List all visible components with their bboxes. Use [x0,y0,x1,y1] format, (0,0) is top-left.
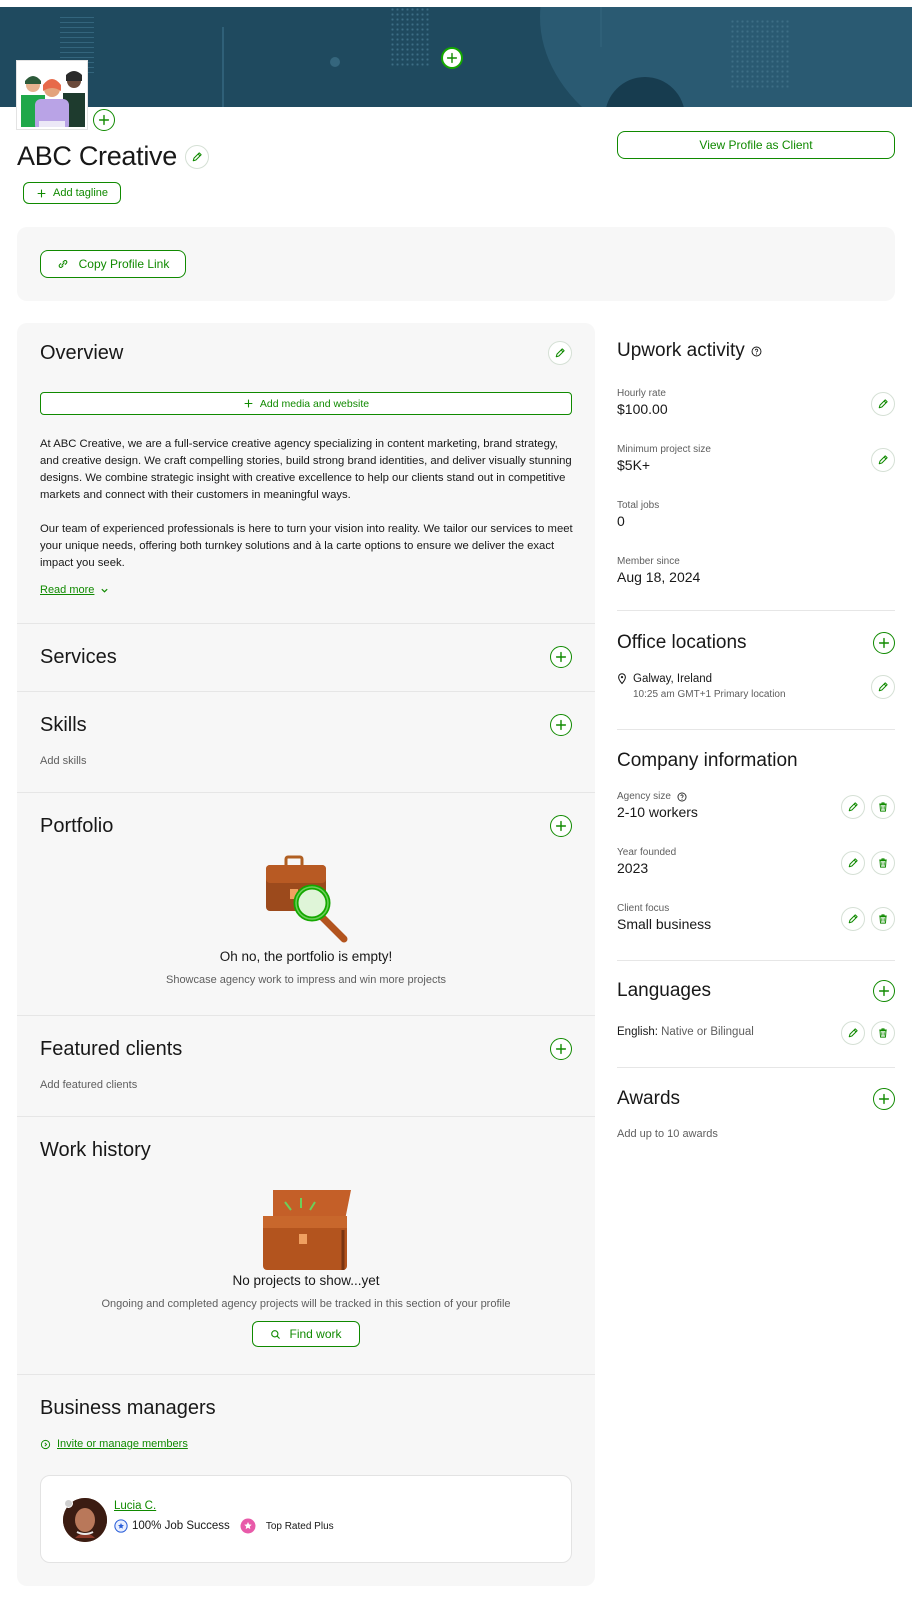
top-rated-plus-badge: Top Rated Plus [265,1520,334,1532]
plus-icon [554,718,568,732]
pencil-icon [847,1027,859,1039]
member-since-row [617,556,895,585]
divider [617,1067,895,1068]
featured-clients-title: Featured clients [40,1038,183,1060]
total-jobs-value: 0 [617,513,625,529]
year-founded-label: Year founded [617,847,677,858]
pencil-icon [847,857,859,869]
plus-icon [554,819,568,833]
client-focus-row [617,903,895,932]
office-location-row [617,673,895,700]
work-history-title: Work history [40,1139,151,1161]
arrow-circle-icon [40,1439,51,1450]
agency-size-row [617,791,895,820]
edit-min-project-button[interactable] [871,448,895,472]
pencil-icon [877,454,889,466]
add-cover-button[interactable] [441,47,463,69]
overview-title: Overview [40,342,124,364]
office-location-details: 10:25 am GMT+1 Primary location [633,689,786,700]
company-logo [17,61,87,129]
plus-icon [243,398,254,409]
copy-profile-link-button[interactable] [40,250,186,278]
overview-paragraph: At ABC Creative, we are a full-service creative agency specializing in content marketing, brand strategy, and creative design. We craft compelling stories, build strong brand identities, and deliver visually stunning designs. We combine strategic insight with creative excellence to help our clients stand out in competitive markets and connect with their customers in meaningful ways. [40,438,572,501]
read-more-label: Read more [40,584,95,596]
client-focus-label: Client focus [617,903,670,914]
member-since-value: Aug 18, 2024 [617,569,701,585]
edit-agency-size-button[interactable] [841,795,865,819]
hourly-rate-row [617,388,895,417]
divider [617,610,895,611]
featured-clients-section [17,1015,595,1116]
plus-icon [97,113,111,127]
total-jobs-row [617,500,895,529]
chevron-down-icon [100,586,109,595]
trash-icon [877,857,889,869]
briefcase-search-illustration [260,855,360,949]
edit-hourly-rate-button[interactable] [871,392,895,416]
add-media-label: Add media and website [259,397,370,410]
location-pin-icon [617,673,627,685]
overview-paragraph: Our team of experienced professionals is here to turn your vision into reality. We tailor our services to meet your unique needs, offering both turnkey solutions and à la carte options to ensure we deliver the exact impact you seek. [40,523,573,569]
languages-title: Languages [617,980,712,1001]
delete-client-focus-button[interactable] [871,907,895,931]
link-icon [57,258,69,270]
agency-size-label: Agency size [617,791,671,802]
work-history-empty-subtitle: Ongoing and completed agency projects will be tracked in this section of your profile [101,1298,511,1310]
upwork-activity-title: Upwork activity [617,340,745,361]
hourly-rate-label: Hourly rate [617,388,666,399]
plus-icon [554,1042,568,1056]
add-skills-placeholder: Add skills [40,755,87,767]
min-project-label: Minimum project size [617,444,711,455]
plus-icon [877,1092,891,1106]
edit-name-button[interactable] [185,145,209,169]
copy-profile-link-label: Copy Profile Link [78,257,170,271]
plus-icon [445,51,459,65]
add-portfolio-button[interactable] [550,815,572,837]
profile-main-card [17,323,595,1586]
open-briefcase-illustration [255,1180,355,1272]
view-profile-as-client-button[interactable]: View Profile as Client [617,131,895,159]
language-level: Native or Bilingual [661,1026,754,1038]
read-more-link[interactable] [40,584,109,596]
search-icon [270,1329,281,1340]
pencil-icon [877,681,889,693]
language-name: English [617,1026,655,1038]
trash-icon [877,801,889,813]
portfolio-section [17,792,595,1015]
find-work-label: Find work [289,1327,342,1341]
overview-text [40,436,575,572]
status-indicator [64,1499,73,1508]
pencil-icon [877,398,889,410]
office-locations-title: Office locations [617,632,747,653]
delete-language-button[interactable] [871,1021,895,1045]
add-office-button[interactable] [873,632,895,654]
agency-size-value: 2-10 workers [617,804,698,820]
services-title: Services [40,646,117,668]
add-logo-button[interactable] [93,109,115,131]
total-jobs-label: Total jobs [617,500,660,511]
manager-card [40,1475,572,1563]
copy-link-card [17,227,895,301]
add-award-button[interactable] [873,1088,895,1110]
work-history-section [17,1116,595,1374]
pencil-icon [554,347,566,359]
min-project-row [617,444,895,473]
manager-meta [114,1518,334,1534]
add-media-button[interactable] [40,392,572,415]
divider [617,729,895,730]
help-icon[interactable] [677,792,687,802]
delete-year-founded-button[interactable] [871,851,895,875]
skills-section [17,691,595,792]
portfolio-empty-title: Oh no, the portfolio is empty! [219,949,393,964]
plus-icon [554,650,568,664]
plus-icon [877,636,891,650]
year-founded-row [617,847,895,876]
client-focus-value: Small business [617,916,712,932]
hourly-rate-value: $100.00 [617,401,668,417]
edit-year-founded-button[interactable] [841,851,865,875]
pencil-icon [847,913,859,925]
delete-agency-size-button[interactable] [871,795,895,819]
add-featured-client-button[interactable] [550,1038,572,1060]
add-tagline-label: Add tagline [53,187,109,199]
job-success-icon [114,1519,128,1533]
portfolio-empty-subtitle: Showcase agency work to impress and win more projects [165,974,446,986]
portfolio-title: Portfolio [40,815,114,837]
agency-name: ABC Creative [17,141,177,171]
add-service-button[interactable] [550,646,572,668]
invite-members-link[interactable] [40,1438,188,1450]
job-success-text: 100% Job Success [132,1520,230,1532]
add-featured-clients-placeholder: Add featured clients [40,1079,138,1091]
awards-title: Awards [617,1088,681,1109]
edit-overview-button[interactable] [548,341,572,365]
plus-icon [877,984,891,998]
services-section [17,623,595,691]
manager-name-link[interactable]: Lucia C. [114,1500,157,1512]
divider [617,960,895,961]
company-info-title: Company information [617,750,798,771]
member-since-label: Member since [617,556,680,567]
add-tagline-button[interactable] [23,182,121,204]
year-founded-value: 2023 [617,860,649,876]
min-project-value: $5K+ [617,457,651,473]
trash-icon [877,913,889,925]
pencil-icon [847,801,859,813]
find-work-button[interactable] [252,1321,360,1347]
trash-icon [877,1027,889,1039]
business-managers-section [17,1374,595,1586]
office-location-name: Galway, Ireland [633,673,713,685]
add-skills-button[interactable] [550,714,572,736]
help-icon[interactable] [751,346,762,357]
language-row: English: Native or Bilingual [617,1021,895,1038]
work-history-empty-title: No projects to show...yet [232,1273,380,1288]
skills-title: Skills [40,714,87,736]
edit-office-button[interactable] [871,675,895,699]
pencil-icon [191,151,203,163]
edit-client-focus-button[interactable] [841,907,865,931]
add-language-button[interactable] [873,980,895,1002]
invite-members-label: Invite or manage members [57,1438,188,1450]
plus-icon [36,188,47,199]
add-awards-placeholder: Add up to 10 awards [617,1128,718,1140]
top-rated-plus-icon [240,1518,256,1534]
edit-language-button[interactable] [841,1021,865,1045]
business-managers-title: Business managers [40,1397,216,1419]
overview-section [17,323,595,623]
